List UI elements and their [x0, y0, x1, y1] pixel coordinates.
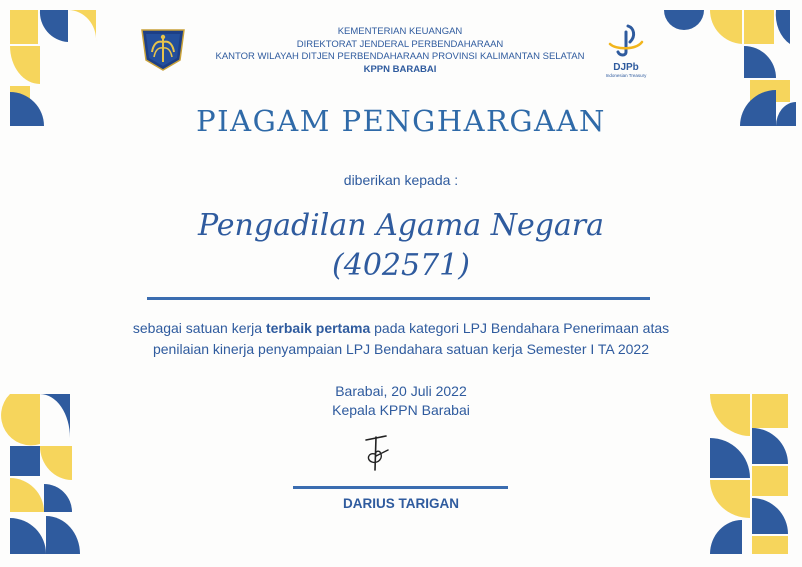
header-ministry: KEMENTERIAN KEUANGAN: [337, 26, 463, 37]
recipient: [0, 206, 802, 286]
djpb-logo-text: DJPb: [613, 62, 639, 73]
certificate-title: PIAGAM PENGHARGAAN: [196, 104, 606, 138]
description-emphasis: terbaik pertama: [265, 320, 371, 336]
djpb-logo-icon: [606, 24, 646, 58]
djpb-logo: [596, 24, 656, 78]
institution-header: [200, 26, 600, 76]
header-directorate: DIREKTORAT JENDERAL PERBENDAHARAAN: [296, 38, 504, 50]
signer-position: Kepala KPPN Barabai: [332, 402, 470, 418]
description-part2: pada kategori LPJ Bendahara Penerimaan atas: [370, 320, 670, 336]
recipient-code: (402571): [332, 248, 470, 283]
description-line1: [60, 318, 742, 339]
divider-line: [147, 297, 650, 300]
signature-icon: [360, 432, 396, 474]
djpb-logo-subtext: Indonesian Treasury: [605, 73, 647, 78]
description-line2: penilaian kinerja penyampaian LPJ Bendahara satuan kerja Semester I TA 2022: [152, 341, 650, 357]
kemenkeu-emblem-icon: [138, 26, 188, 72]
place-and-position: [0, 382, 802, 420]
signer-name: DARIUS TARIGAN: [343, 496, 459, 511]
given-to-label: diberikan kepada :: [343, 172, 459, 188]
recipient-name: Pengadilan Agama Negara: [197, 208, 605, 243]
place-date: Barabai, 20 Juli 2022: [335, 383, 467, 399]
signature-line: [293, 486, 508, 489]
description-part1: sebagai satuan kerja: [132, 320, 266, 336]
header-regional-office: KANTOR WILAYAH DITJEN PERBENDAHARAAN PROVINSI KALIMANTAN SELATAN: [215, 51, 585, 62]
header-kppn: KPPN BARABAI: [363, 63, 437, 75]
award-description: [60, 318, 742, 360]
